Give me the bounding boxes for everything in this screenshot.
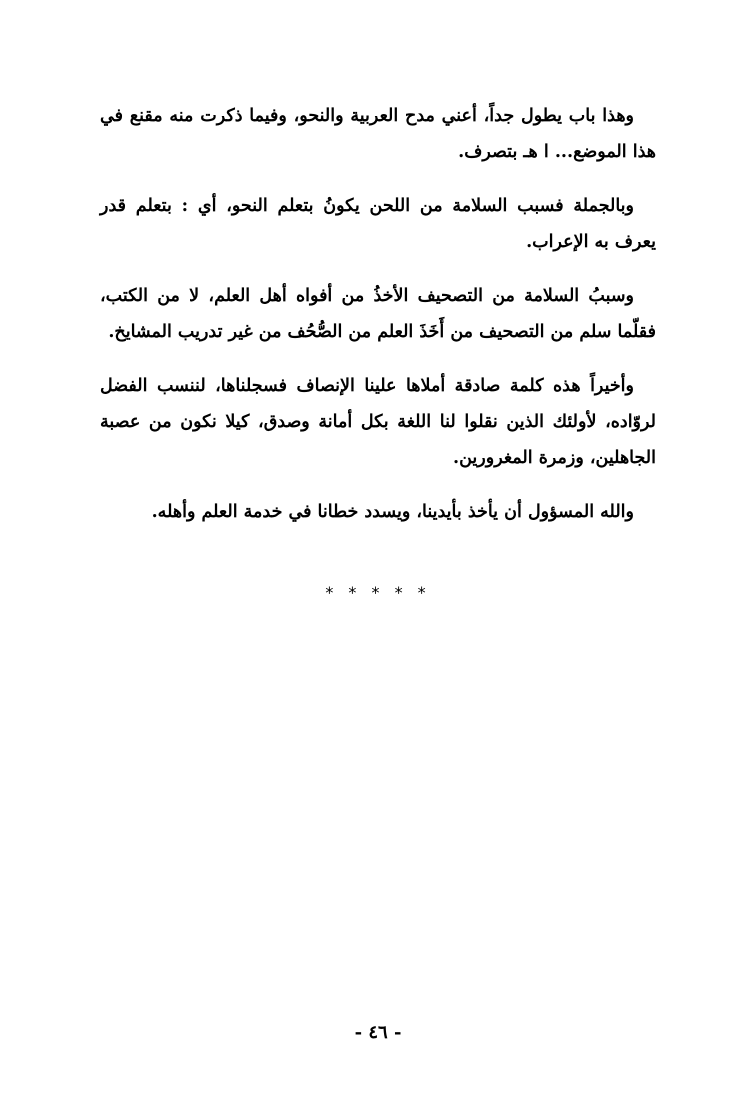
paragraph: وأخيراً هذه كلمة صادقة أملاها علينا الإنصاف فسجلناها، لننسب الفضل لروّاده، لأولئك الذين نقلوا لنا اللغة بكل أمانة وصدق، كيلا نكون من عصبة الجاهلين، وزمرة المغرورين. (100, 376, 656, 468)
section-separator: * * * * * (325, 583, 431, 602)
paragraph: وبالجملة فسبب السلامة من اللحن يكونُ بتعلم النحو، أي : بتعلم قدر يعرف به الإعراب. (100, 196, 656, 252)
paragraph: وسببُ السلامة من التصحيف الأخذُ من أفواه أهل العلم، لا من الكتب، فقلّما سلم من التصحيف من أَخَذَ العلم من الصُّحُف من غير تدريب المشايخ. (100, 286, 656, 342)
page-number: - ٤٦ - (354, 1022, 402, 1043)
paragraph: وهذا باب يطول جداً، أعني مدح العربية والنحو، وفيما ذكرت منه مقنع في هذا الموضع... ا هـ بتصرف. (100, 106, 656, 162)
body-text (100, 98, 656, 548)
paragraph: والله المسؤول أن يأخذ بأيدينا، ويسدد خطانا في خدمة العلم وأهله. (151, 502, 634, 522)
